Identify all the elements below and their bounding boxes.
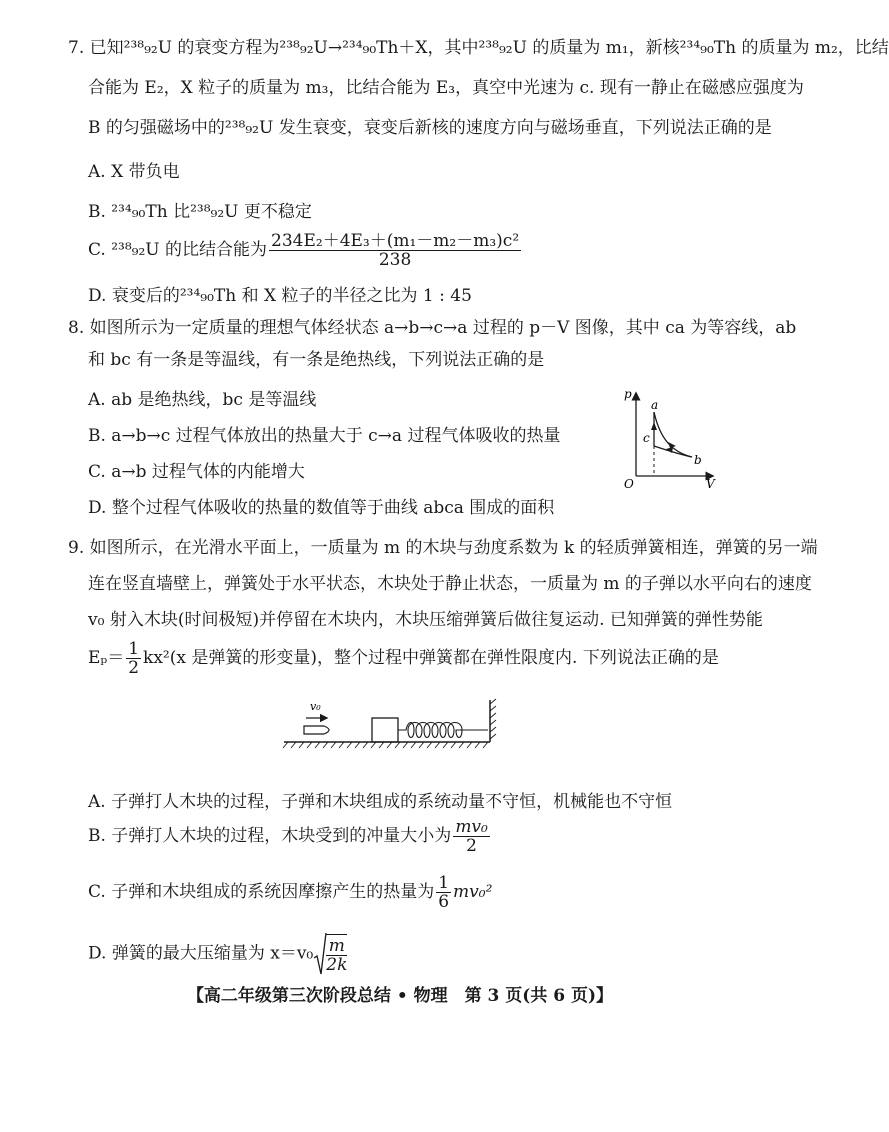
q9-ep-fraction <box>126 640 141 677</box>
q9-option-c <box>88 874 492 911</box>
q9-ep-denominator: 2 <box>128 658 140 678</box>
q9-ep-label: Eₚ＝ <box>88 648 125 668</box>
q7-option-b: B. ²³⁴₉₀Th 比²³⁸₉₂U 更不稳定 <box>88 202 312 222</box>
q8-curve-ab <box>654 412 692 457</box>
q9-bullet <box>304 726 329 734</box>
q9-ep-text: kx²(x 是弹簧的形变量)，整个过程中弹簧都在弹性限度内. 下列说法正确的是 <box>143 648 719 668</box>
q9-option-d-numerator: m <box>326 937 347 956</box>
q7-option-d: D. 衰变后的²³⁴₉₀Th 和 X 粒子的半径之比为 1 : 45 <box>88 286 472 306</box>
q8-label-c: c <box>643 431 650 445</box>
q7-option-c-label: C. ²³⁸₉₂U 的比结合能为 <box>88 240 268 260</box>
q7-option-c-denominator: 238 <box>378 250 412 270</box>
q9-stem-line2: 连在竖直墙壁上，弹簧处于水平状态，木块处于静止状态，一质量为 m 的子弹以水平向右的速度 <box>88 574 812 594</box>
q8-label-b: b <box>694 453 702 467</box>
q9-stem-line1: 9. 如图所示，在光滑水平面上，一质量为 m 的木块与劲度系数为 k 的轻质弹簧相连，弹簧的另一端 <box>68 538 818 558</box>
q7-stem-line3: B 的匀强磁场中的²³⁸₉₂U 发生衰变，衰变后新核的速度方向与磁场垂直，下列说法正确的是 <box>88 118 772 138</box>
q9-option-b-numerator: mv₀ <box>455 817 488 837</box>
q8-label-a: a <box>651 398 659 412</box>
q9-option-d-denominator: 2k <box>326 955 348 975</box>
q9-stem-line4 <box>88 640 719 677</box>
q9-option-b-fraction <box>453 818 490 855</box>
q8-option-b: B. a→b→c 过程气体放出的热量大于 c→a 过程气体吸收的热量 <box>88 426 561 446</box>
q9-option-c-label: C. 子弹和木块组成的系统因摩擦产生的热量为 <box>88 882 435 902</box>
q9-floor-hatch <box>283 742 488 748</box>
q8-option-c: C. a→b 过程气体的内能增大 <box>88 462 305 482</box>
q7-option-c <box>88 232 523 269</box>
q9-option-b-label: B. 子弹打人木块的过程，木块受到的冲量大小为 <box>88 826 452 846</box>
q7-option-a: A. X 带负电 <box>88 162 180 182</box>
q9-option-c-fraction <box>436 874 451 911</box>
q9-option-a: A. 子弹打人木块的过程，子弹和木块组成的系统动量不守恒，机械能也不守恒 <box>88 792 673 812</box>
q8-label-v: V <box>706 477 715 491</box>
q8-label-o: O <box>624 477 634 491</box>
q9-label-v0: v₀ <box>310 700 321 713</box>
q8-stem-line1: 8. 如图所示为一定质量的理想气体经状态 a→b→c→a 过程的 p－V 图像，其中 ca 为等容线，ab <box>68 318 797 338</box>
q8-option-d: D. 整个过程气体吸收的热量的数值等于曲线 abca 围成的面积 <box>88 498 555 518</box>
q8-pv-diagram <box>610 384 720 490</box>
q9-option-d-label: D. 弹簧的最大压缩量为 x＝v₀ <box>88 943 314 964</box>
q9-option-d <box>88 932 349 976</box>
q9-option-d-fraction <box>326 934 347 974</box>
q8-label-p: p <box>624 387 632 401</box>
q7-option-c-numerator: 234E₂＋4E₃＋(m₁－m₂－m₃)c² <box>271 231 520 251</box>
q9-option-b-denominator: 2 <box>466 836 477 856</box>
q9-spring <box>398 723 488 738</box>
q9-spring-block-diagram <box>282 698 504 754</box>
q9-option-c-numerator: 1 <box>438 873 450 893</box>
q9-option-d-sqrt <box>313 932 349 976</box>
q9-option-c-denominator: 6 <box>438 892 450 912</box>
q7-option-c-fraction <box>269 232 521 269</box>
q9-block <box>372 718 398 742</box>
page-footer: 【高二年级第三次阶段总结 • 物理 第 3 页(共 6 页)】 <box>186 986 614 1006</box>
q9-ep-numerator: 1 <box>128 639 140 659</box>
q8-arrow-ab <box>668 442 676 448</box>
q9-option-c-tail: mv₀² <box>453 882 493 902</box>
q8-option-a: A. ab 是绝热线，bc 是等温线 <box>88 390 317 410</box>
q9-option-b <box>88 818 492 855</box>
q8-arrow-ca <box>651 422 657 430</box>
q7-stem-line1: 7. 已知²³⁸₉₂U 的衰变方程为²³⁸₉₂U→²³⁴₉₀Th＋X，其中²³⁸₉₂U 的质量为 m₁，新核²³⁴₉₀Th 的质量为 m₂，比结 <box>68 38 889 58</box>
q9-stem-line3: v₀ 射入木块(时间极短)并停留在木块内，木块压缩弹簧后做往复运动. 已知弹簧的弹性势能 <box>88 610 763 630</box>
q8-stem-line2: 和 bc 有一条是等温线，有一条是绝热线，下列说法正确的是 <box>88 350 545 370</box>
q7-stem-line2: 合能为 E₂，X 粒子的质量为 m₃，比结合能为 E₃，真空中光速为 c. 现有一静止在磁感应强度为 <box>88 78 804 98</box>
q9-wall-hatch <box>490 699 496 739</box>
